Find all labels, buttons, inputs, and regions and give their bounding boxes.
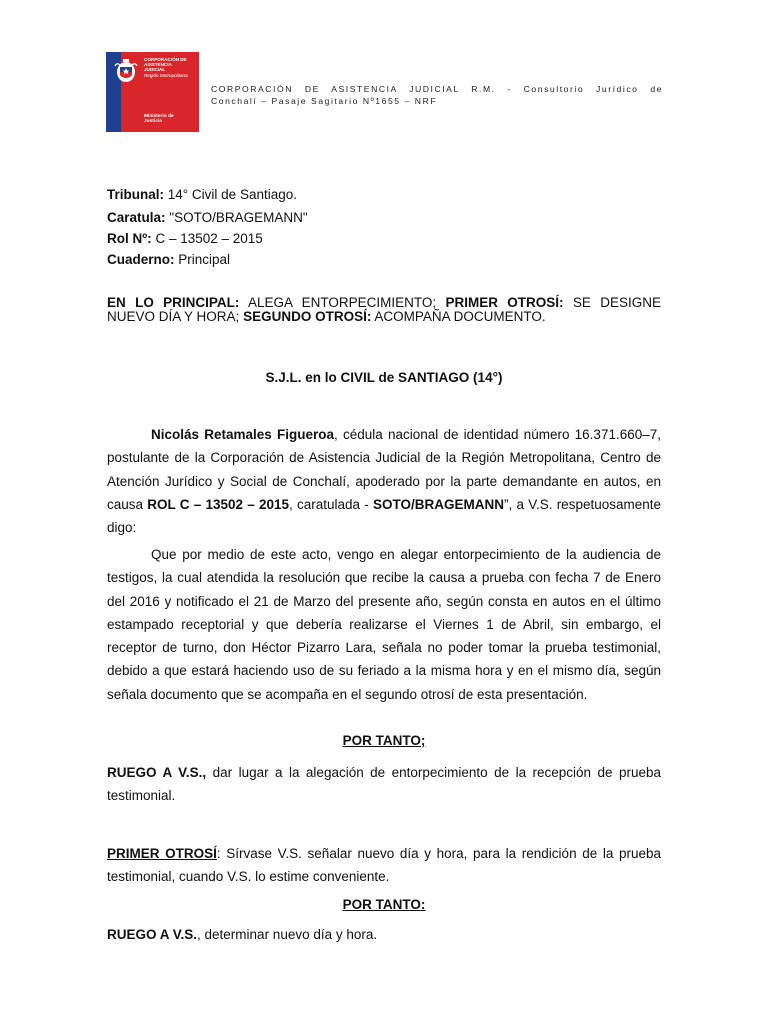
letterhead-line-2: Conchalí – Pasaje Sagitario Nº1655 – NRF — [211, 95, 438, 106]
letterhead — [211, 84, 663, 107]
court-heading: S.J.L. en lo CIVIL de SANTIAGO (14°) — [265, 370, 503, 385]
cuaderno-field — [107, 252, 230, 268]
tribunal-value: 14° Civil de Santiago. — [167, 187, 297, 202]
logo-line: Región Metropolitana — [144, 72, 188, 78]
primer-otrosi-label: PRIMER OTROSÍ: — [445, 295, 564, 310]
tribunal-label: Tribunal: — [107, 187, 164, 202]
cuaderno-label: Cuaderno: — [107, 252, 175, 267]
petition-summary — [107, 296, 661, 324]
por-tanto-heading-1: POR TANTO; — [342, 733, 426, 748]
logo-line: CORPORACIÓN DE — [144, 57, 187, 62]
principal-label: EN LO PRINCIPAL: — [107, 295, 240, 310]
primer-otrosi-paragraph — [107, 842, 661, 889]
rol-value: C – 13502 – 2015 — [155, 231, 263, 246]
segundo-otrosi-label: SEGUNDO OTROSÍ: — [243, 309, 372, 324]
intro-text: , cédula nacional de identidad número 16.371.660–7, postulante de la Corporación de Asistencia Judicial de la Región Metropolitana, Centro de Atención Jurídico y Social de Conchalí, apoderado por la parte demandante en autos, en causa — [107, 427, 661, 512]
rol-label: Rol Nº: — [107, 231, 152, 246]
por-tanto-heading-2: POR TANTO: — [342, 897, 426, 912]
logo-line: Justicia — [144, 119, 162, 125]
primer-otrosi-text: SE DESIGNE NUEVO DÍA Y HORA; — [107, 295, 661, 324]
intro-text: , caratulada - — [289, 496, 373, 512]
caratula-label: Caratula: — [107, 210, 166, 225]
caratula-value: "SOTO/BRAGEMANN" — [169, 210, 308, 225]
cuaderno-value: Principal — [178, 252, 231, 267]
ruego-text: dar lugar a la alegación de entorpecimiento de la recepción de prueba testimonial. — [107, 765, 661, 804]
logo-line: Ministerio de — [144, 114, 174, 119]
intro-paragraph — [107, 423, 661, 539]
main-paragraph: Que por medio de este acto, vengo en alegar entorpecimiento de la audiencia de testigos, la cual atendida la resolución que recibe la causa a prueba con fecha 7 de Enero del 2016 y notificado el 21 de Marzo del presente año, según consta en autos en el último estampado receptorial y que debería realizarse el Viernes 1 de Abril, sin embargo, el receptor de turno, don Héctor Pizarro Lara, señala no poder tomar la prueba testimonial, debido a que estará haciendo uso de su feriado a la misma hora y en el mismo día, según señala documento que se acompaña en el segundo otrosí de esta presentación. — [107, 547, 661, 702]
caratula-field — [107, 210, 308, 226]
letterhead-line-1: CORPORACIÓN DE ASISTENCIA JUDICIAL R.M. - Consultorio Jurídico de — [211, 84, 663, 94]
case-caratula: SOTO/BRAGEMANN — [372, 496, 504, 512]
logo-text-bottom — [144, 114, 198, 125]
ruego-label: RUEGO A V.S. — [107, 927, 198, 942]
ruego-label: RUEGO A V.S., — [107, 765, 207, 780]
attorney-name: Nicolás Retamales Figueroa — [151, 427, 334, 442]
request-paragraph-2 — [107, 923, 661, 946]
case-rol: ROL C – 13502 – 2015 — [147, 496, 289, 512]
primer-otrosi-heading: PRIMER OTROSÍ — [107, 846, 217, 861]
segundo-otrosi-text: ACOMPAÑA DOCUMENTO. — [374, 309, 546, 324]
primer-otrosi-body: : Sírvase V.S. señalar nuevo día y hora, para la rendición de la prueba testimonial, cuando V.S. lo estime conveniente. — [107, 846, 662, 885]
request-paragraph-1 — [107, 761, 661, 808]
logo-line: ASISTENCIA — [144, 62, 172, 68]
institution-logo — [106, 52, 199, 132]
ruego-text: , determinar nuevo día y hora. — [197, 927, 378, 942]
tribunal-field — [107, 187, 297, 203]
principal-text: ALEGA ENTORPECIMIENTO; — [248, 295, 437, 310]
rol-field — [107, 231, 263, 247]
intro-text: ”, a V.S. respetuosamente digo: — [107, 496, 662, 536]
logo-line: JUDICIAL — [144, 67, 166, 73]
coat-of-arms-icon — [109, 56, 143, 86]
logo-text-top — [144, 57, 198, 78]
